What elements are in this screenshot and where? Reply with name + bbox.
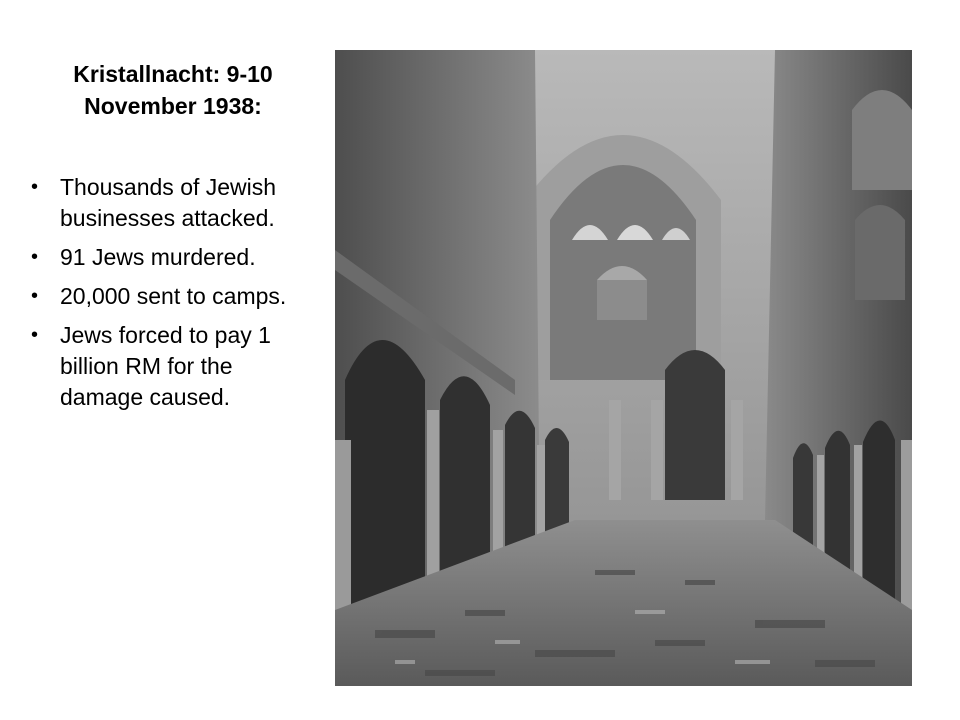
bullet-item	[28, 172, 318, 234]
title-line-1: Kristallnacht: 9-10	[73, 61, 273, 87]
bullet-icon: •	[31, 324, 39, 346]
bullet-text: Jews forced to pay 1 billion RM for the damage caused.	[60, 322, 271, 410]
bullet-list	[28, 172, 318, 413]
bullet-item	[28, 281, 318, 312]
bullet-icon: •	[31, 285, 39, 307]
bullet-text: Thousands of Jewish businesses attacked.	[60, 174, 277, 231]
bullet-icon: •	[31, 176, 39, 198]
bullet-text: 91 Jews murdered.	[60, 244, 256, 270]
title-line-2: November 1938:	[84, 93, 262, 119]
bullet-icon: •	[31, 246, 39, 268]
bullet-text: 20,000 sent to camps.	[60, 283, 287, 309]
photo-illustration	[335, 50, 912, 686]
text-panel	[28, 58, 318, 421]
synagogue-ruins-photo	[335, 50, 912, 686]
bullet-item	[28, 242, 318, 273]
slide-title	[28, 58, 318, 122]
bullet-item	[28, 320, 318, 413]
